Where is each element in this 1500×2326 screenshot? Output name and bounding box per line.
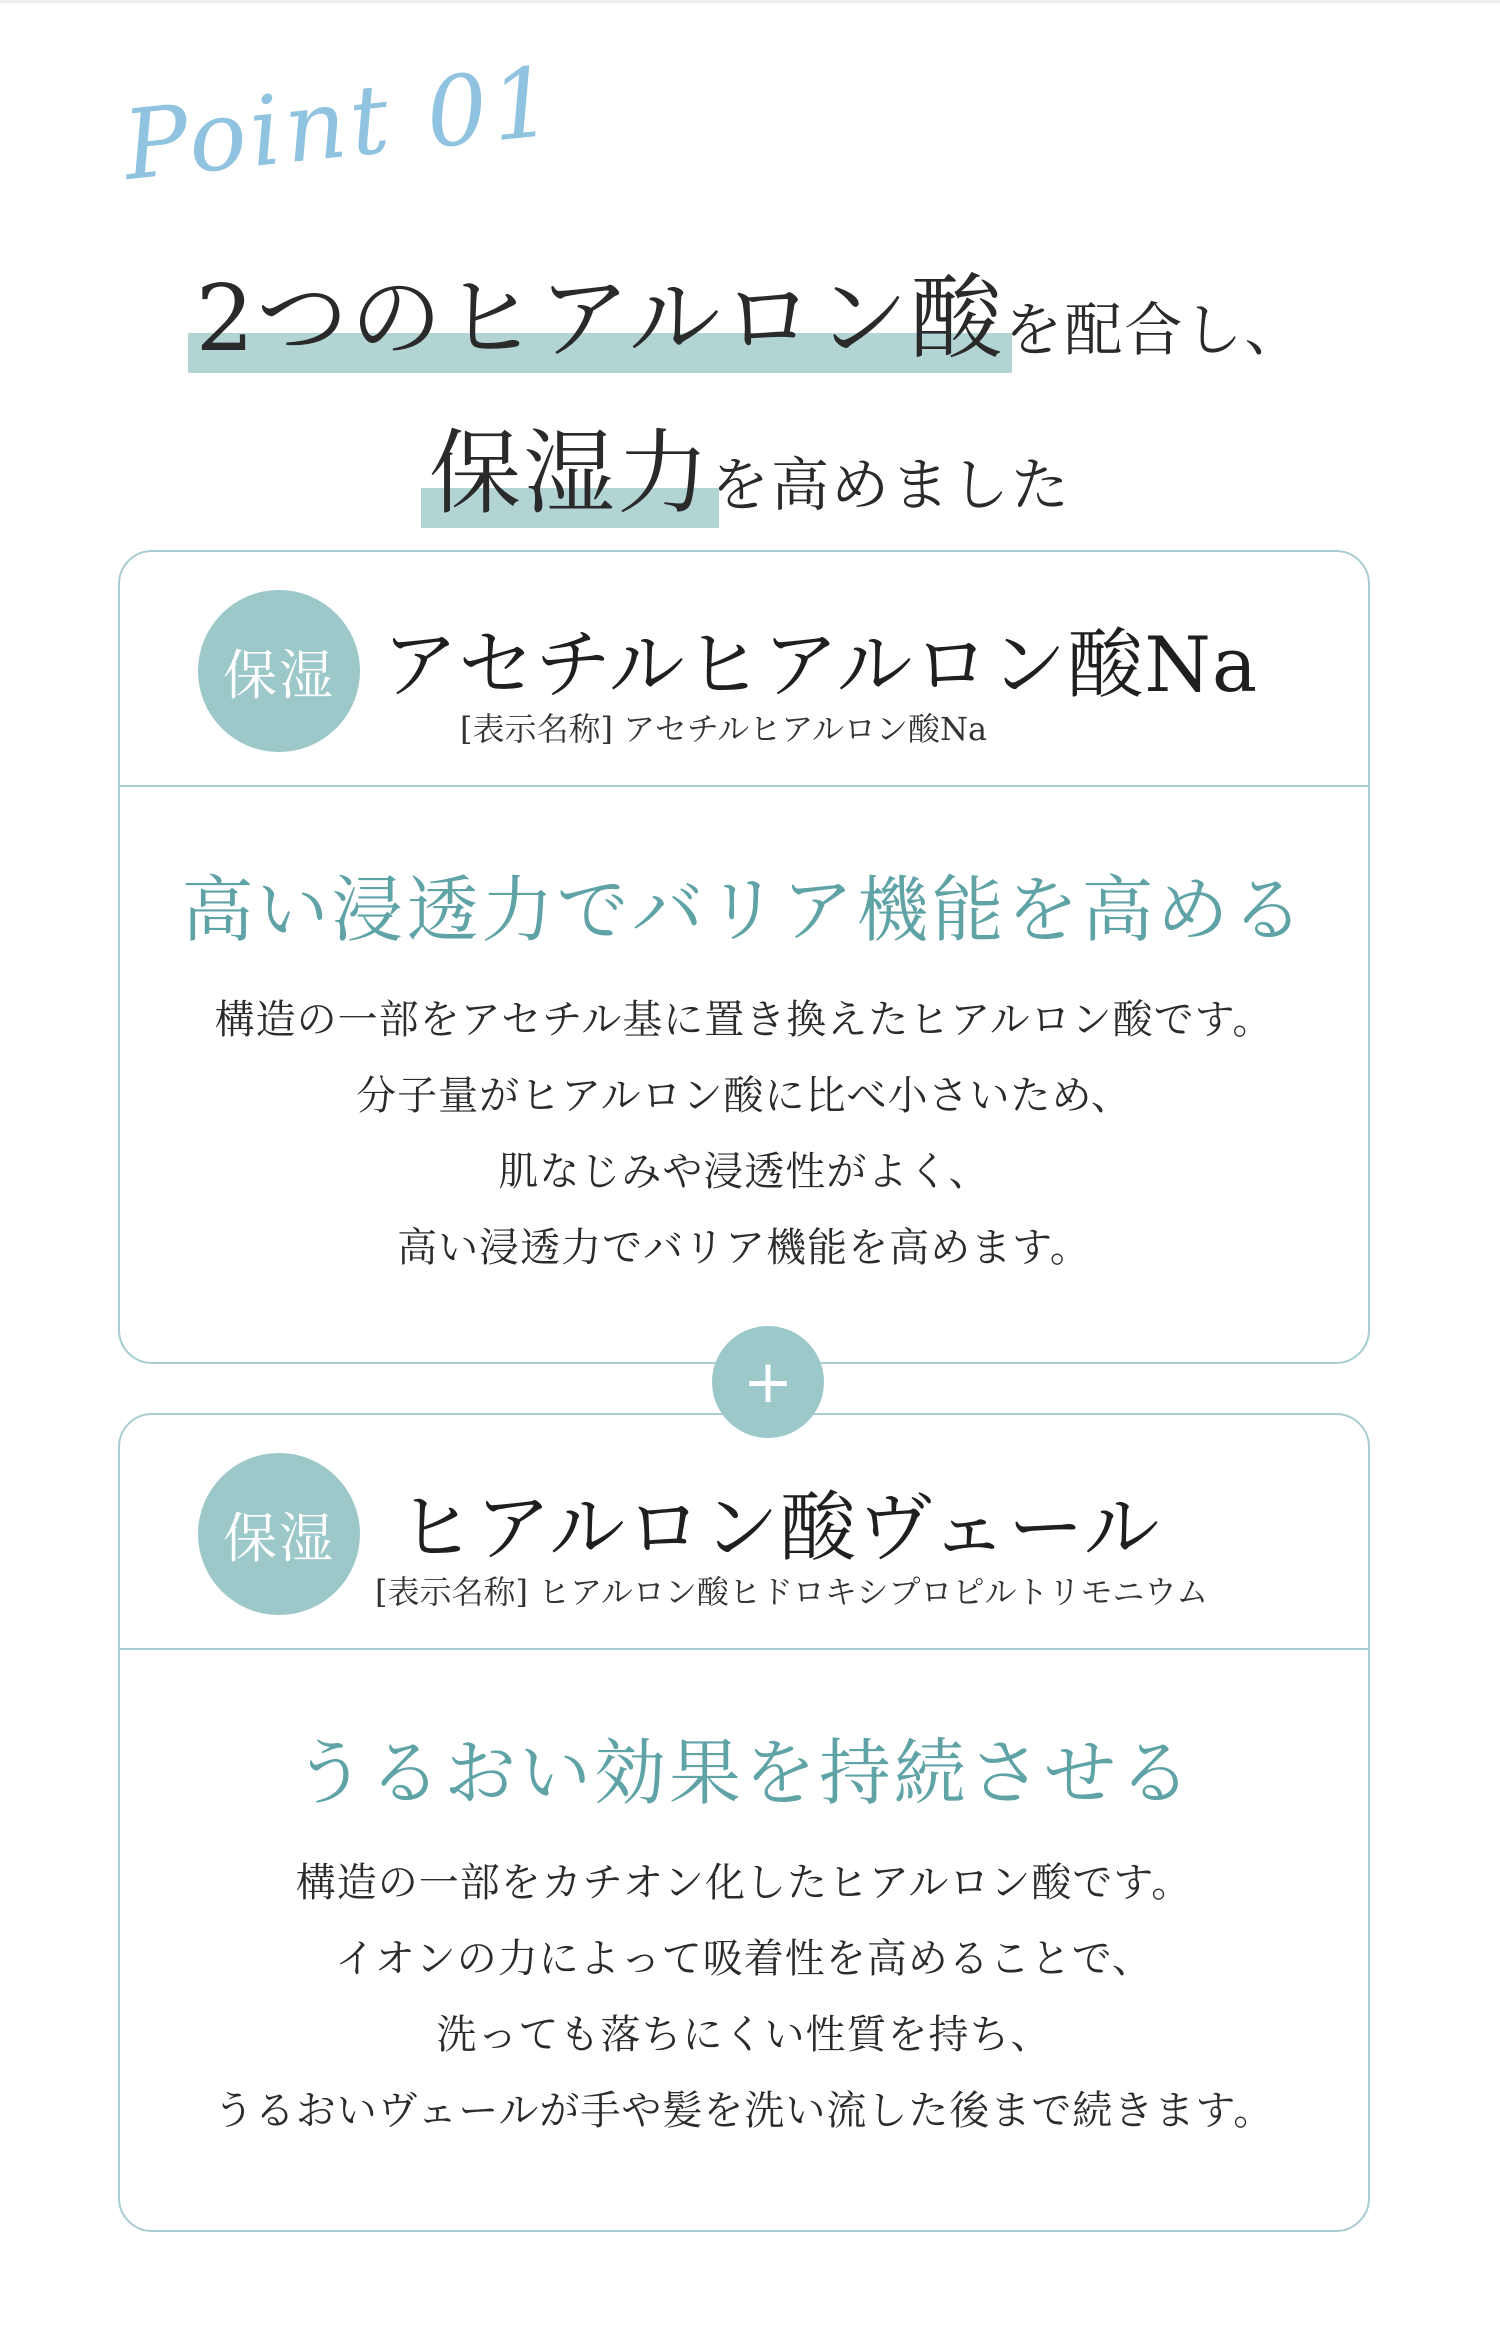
ingredient-name: アセチルヒアルロン酸Na	[382, 620, 1259, 709]
benefit-heading: 高い浸透力でバリア機能を高める	[181, 868, 1307, 952]
headline-text-2: を高めました	[711, 451, 1072, 519]
ingredient-display-name: [表示名称] ヒアルロン酸ヒドロキシプロピルトリモニウム	[375, 1573, 1209, 1611]
description-line: イオンの力によって吸着性を高めることで、	[335, 1936, 1153, 1982]
description-line: 洗っても落ちにくい性質を持ち、	[436, 2012, 1052, 2058]
point-label: Point 01	[118, 45, 562, 202]
description-line: うるおいヴェールが手や髪を洗い流した後まで続きます。	[213, 2088, 1275, 2134]
plus-icon: +	[712, 1326, 824, 1438]
ingredient-display-name: [表示名称] アセチルヒアルロン酸Na	[460, 710, 988, 748]
ingredient-card-acetyl-hyaluronate	[118, 550, 1370, 1364]
benefit-heading: うるおい効果を持続させる	[293, 1731, 1194, 1815]
ingredient-card-hyaluronic-veil	[118, 1413, 1370, 2232]
description-line: 構造の一部をカチオン化したヒアルロン酸です。	[295, 1860, 1193, 1906]
headline-line-1	[0, 245, 1500, 377]
ingredient-description	[120, 1845, 1368, 2149]
description-line: 高い浸透力でバリア機能を高めます。	[397, 1225, 1091, 1271]
card-divider	[120, 785, 1368, 787]
headline-highlight-1: 2つのヒアルロン酸	[196, 245, 1005, 377]
description-line: 肌なじみや浸透性がよく、	[498, 1149, 990, 1195]
card-divider	[120, 1648, 1368, 1650]
ingredient-description	[120, 982, 1368, 1286]
ingredient-name: ヒアルロン酸ヴェール	[398, 1483, 1161, 1572]
headline-text-1: を配合し、	[1004, 296, 1305, 364]
moisture-badge: 保湿	[198, 590, 360, 752]
top-rule	[0, 0, 1500, 3]
headline-highlight-2: 保湿力	[429, 400, 711, 532]
description-line: 構造の一部をアセチル基に置き換えたヒアルロン酸です。	[214, 997, 1274, 1043]
moisture-badge: 保湿	[198, 1453, 360, 1615]
description-line: 分子量がヒアルロン酸に比べ小さいため、	[356, 1073, 1132, 1119]
headline-line-2	[0, 400, 1500, 532]
